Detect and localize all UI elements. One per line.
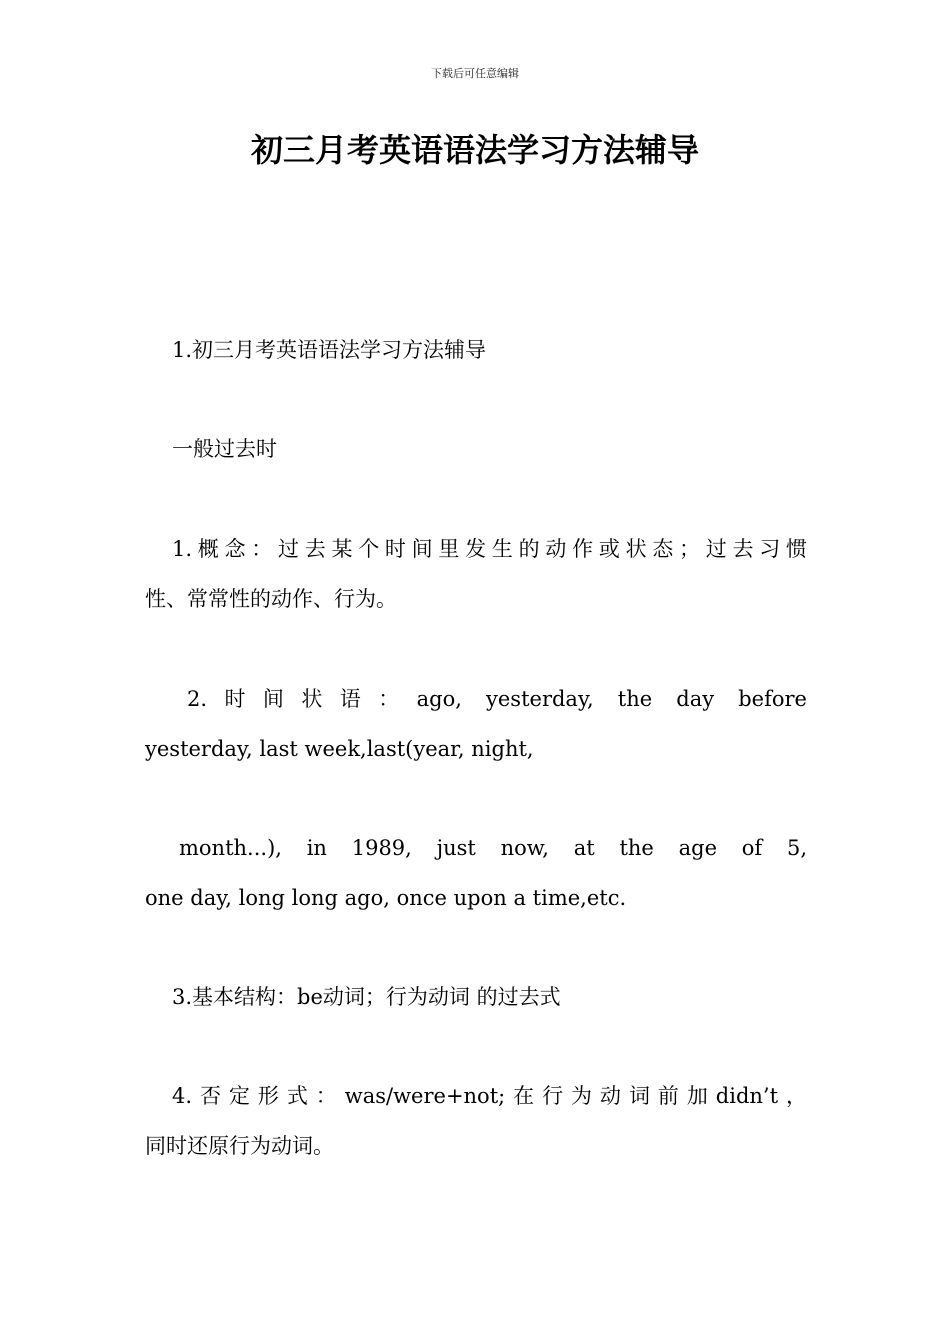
paragraph-6 <box>145 972 807 1022</box>
paragraph-line: 一般过去时 <box>172 437 277 461</box>
document-title: 初三月考英语语法学习方法辅导 <box>250 131 699 169</box>
paragraph-line: 1.概念：过去某个时间里发生的动作或状态；过去习惯 <box>172 537 807 561</box>
paragraph-line: month...), in 1989, just now, at the age of 5, <box>179 836 807 860</box>
paragraph-line: 3.基本结构：be动词；行为动词 的过去式 <box>172 985 561 1009</box>
paragraph-line: 性、常常性的动作、行为。 <box>145 587 397 611</box>
header-note: 下载后可任意编辑 <box>431 67 519 80</box>
paragraph-line: 2.时间状语：ago, yesterday, the day before <box>187 687 807 711</box>
paragraph-line: 同时还原行为动词。 <box>145 1134 334 1158</box>
paragraph-line: one day, long long ago, once upon a time,etc. <box>145 886 627 910</box>
paragraph-3 <box>145 524 807 624</box>
paragraph-line: 1.初三月考英语语法学习方法辅导 <box>172 338 487 362</box>
paragraph-line: 4.否定形式：was/were+not;在行为动词前加didn’t， <box>172 1084 807 1108</box>
paragraph-5 <box>145 823 807 923</box>
paragraph-7 <box>145 1071 807 1171</box>
paragraph-1 <box>145 325 807 375</box>
paragraph-2-heading <box>145 424 807 474</box>
paragraph-4 <box>145 674 807 774</box>
paragraph-line: yesterday, last week,last(year, night, <box>145 737 534 761</box>
